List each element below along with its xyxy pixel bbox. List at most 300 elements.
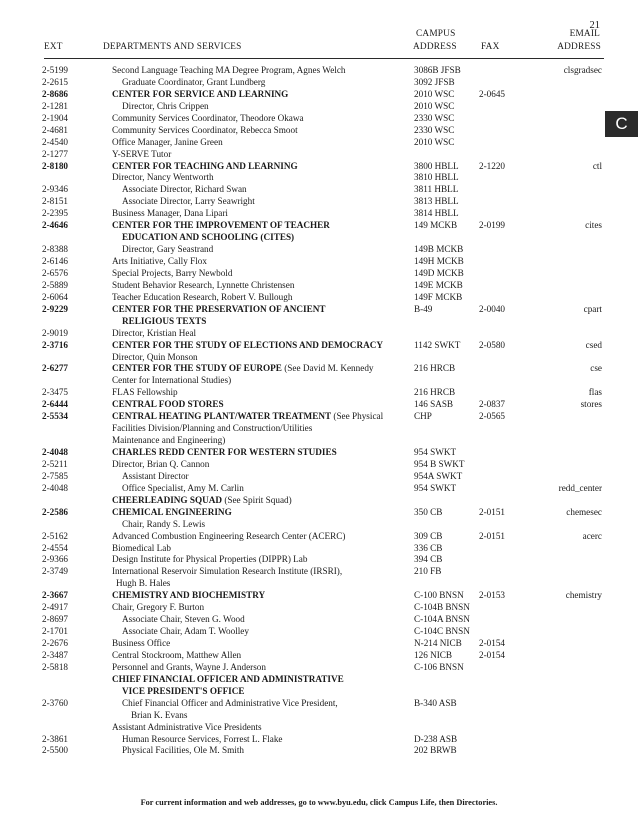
fax-cell: 2-0199 xyxy=(479,220,506,231)
department-name: Director, Quin Monson xyxy=(112,351,198,362)
ext-cell: 2-8388 xyxy=(42,244,69,255)
department-name: Design Institute for Physical Properties (DIPPR) Lab xyxy=(112,554,308,565)
department-cell xyxy=(112,650,241,662)
address-cell: 149H MCKB xyxy=(414,256,464,266)
department-cell xyxy=(122,686,245,698)
ext-cell: 2-5162 xyxy=(42,530,69,541)
email-cell[interactable]: acerc xyxy=(582,530,602,541)
table-row xyxy=(0,256,610,268)
address-cell: 2330 WSC xyxy=(414,124,455,135)
department-name: RELIGIOUS TEXTS xyxy=(122,315,207,326)
table-row xyxy=(0,602,610,614)
department-name: Community Services Coordinator, Theodore Okawa xyxy=(112,112,304,123)
ext-cell: 2-1904 xyxy=(42,112,69,123)
email-cell[interactable]: stores xyxy=(580,399,602,410)
department-cell xyxy=(112,65,346,77)
department-name: VICE PRESIDENT'S OFFICE xyxy=(122,685,245,696)
department-cell xyxy=(112,423,312,435)
ext-cell: 2-3861 xyxy=(42,733,69,744)
department-name: Maintenance and Engineering) xyxy=(112,435,226,446)
department-name: Chief Financial Officer and Administrative Vice President, xyxy=(122,697,338,708)
ext-cell: 2-7585 xyxy=(42,470,69,481)
table-row xyxy=(0,614,610,626)
department-name: Teacher Education Research, Robert V. Bullough xyxy=(112,291,293,302)
ext-cell: 2-8180 xyxy=(42,160,69,171)
department-cell xyxy=(122,101,209,113)
address-cell: C-104C BNSN xyxy=(414,626,470,637)
department-name: Human Resource Services, Forrest L. Flake xyxy=(122,733,283,744)
ext-cell: 2-1281 xyxy=(42,100,69,111)
department-cell xyxy=(112,161,298,173)
department-name: Associate Chair, Adam T. Woolley xyxy=(122,626,249,637)
department-name: Business Office xyxy=(112,638,171,648)
ext-cell: 2-9229 xyxy=(42,303,69,314)
ext-cell: 2-2615 xyxy=(42,76,69,87)
table-row xyxy=(0,375,610,387)
department-name: Arts Initiative, Cally Flox xyxy=(112,256,207,266)
ext-cell: 2-6146 xyxy=(42,256,69,266)
department-cell xyxy=(112,674,344,686)
department-cell xyxy=(112,125,298,137)
department-note: (See Physical xyxy=(331,411,384,422)
table-row xyxy=(0,149,610,161)
table-row xyxy=(0,638,610,650)
department-name: Brian K. Evans xyxy=(131,709,188,720)
table-row xyxy=(0,566,610,578)
ext-cell: 2-3760 xyxy=(42,697,69,708)
table-row xyxy=(0,184,610,196)
address-cell: C-104A BNSN xyxy=(414,614,470,625)
page-number: 21 xyxy=(589,20,600,31)
department-cell xyxy=(112,340,383,352)
department-name: Office Specialist, Amy M. Carlin xyxy=(122,482,244,493)
department-name: Chair, Randy S. Lewis xyxy=(122,518,206,529)
department-name: Director, Chris Crippen xyxy=(122,100,209,111)
ext-cell: 2-6444 xyxy=(42,399,69,410)
fax-cell: 2-0565 xyxy=(479,411,506,422)
header-departments: DEPARTMENTS AND SERVICES xyxy=(103,42,242,52)
address-cell: 3800 HBLL xyxy=(414,160,459,171)
department-cell xyxy=(112,662,266,674)
address-cell: 149 MCKB xyxy=(414,220,458,231)
table-row xyxy=(0,244,610,256)
department-cell xyxy=(122,471,189,483)
fax-cell: 2-0151 xyxy=(479,506,506,517)
email-cell[interactable]: csed xyxy=(585,339,602,350)
department-name: CENTRAL HEATING PLANT/WATER TREATMENT xyxy=(112,411,332,422)
department-name: CHEMICAL ENGINEERING xyxy=(112,506,232,517)
department-cell xyxy=(112,149,171,161)
table-row xyxy=(0,554,610,566)
ext-cell: 2-6576 xyxy=(42,267,69,278)
ext-cell: 2-1277 xyxy=(42,148,69,159)
address-cell: 149D MCKB xyxy=(414,267,464,278)
table-row xyxy=(0,495,610,507)
ext-cell: 2-5211 xyxy=(42,458,68,469)
department-cell xyxy=(112,543,171,555)
department-cell xyxy=(112,352,198,364)
table-row xyxy=(0,387,610,399)
address-cell: 2330 WSC xyxy=(414,112,455,123)
address-cell: 3086B JFSB xyxy=(414,65,461,75)
department-cell xyxy=(122,244,213,256)
ext-cell: 2-4681 xyxy=(42,124,69,135)
address-cell: 216 HRCB xyxy=(414,363,456,374)
ext-cell: 2-4540 xyxy=(42,136,69,147)
ext-cell: 2-8686 xyxy=(42,88,69,99)
table-row xyxy=(0,316,610,328)
table-row xyxy=(0,268,610,280)
department-cell xyxy=(122,77,265,89)
fax-cell: 2-0151 xyxy=(479,530,506,541)
address-cell: 149E MCKB xyxy=(414,279,463,290)
ext-cell: 2-9346 xyxy=(42,184,69,195)
directory-table xyxy=(0,65,610,757)
department-name: Associate Chair, Steven G. Wood xyxy=(122,614,245,625)
email-cell[interactable]: ctl xyxy=(592,160,602,171)
department-cell xyxy=(112,411,383,423)
address-cell: 216 HRCB xyxy=(414,387,456,398)
table-row xyxy=(0,328,610,340)
department-cell xyxy=(112,137,223,149)
email-cell[interactable]: redd_center xyxy=(558,482,602,493)
address-cell: 2010 WSC xyxy=(414,100,455,111)
department-cell xyxy=(112,602,204,614)
department-cell xyxy=(112,590,265,602)
department-name: Biomedical Lab xyxy=(112,542,171,553)
ext-cell: 2-5534 xyxy=(42,411,69,422)
department-name: CHEMISTRY AND BIOCHEMISTRY xyxy=(112,590,266,601)
department-name: Physical Facilities, Ole M. Smith xyxy=(122,745,244,756)
address-cell: CHP xyxy=(414,411,432,422)
ext-cell: 2-4048 xyxy=(42,447,69,457)
ext-cell: 2-1701 xyxy=(42,626,69,637)
department-cell xyxy=(112,554,307,566)
footer-note: For current information and web addresses, go to www.byu.edu, click Campus Life, then Directories. xyxy=(140,798,498,807)
table-row xyxy=(0,686,610,698)
column-header xyxy=(0,26,638,56)
ext-cell: 2-5818 xyxy=(42,661,69,672)
fax-cell: 2-0154 xyxy=(479,638,506,648)
address-cell: C-106 BNSN xyxy=(414,661,464,672)
ext-cell: 2-2395 xyxy=(42,208,69,219)
department-name: Assistant Administrative Vice Presidents xyxy=(112,721,262,732)
department-cell xyxy=(112,363,374,375)
table-row xyxy=(0,208,610,220)
department-cell xyxy=(112,638,170,650)
header-email: EMAIL xyxy=(569,29,600,39)
department-cell xyxy=(112,292,292,304)
address-cell: 1142 SWKT xyxy=(414,339,461,350)
department-name: CENTER FOR THE STUDY OF ELECTIONS AND DEMOCRACY xyxy=(112,339,383,350)
ext-cell: 2-4048 xyxy=(42,482,69,493)
department-note: (See David M. Kennedy xyxy=(281,363,374,374)
ext-cell: 2-4554 xyxy=(42,542,69,553)
table-row xyxy=(0,435,610,447)
department-name: CHIEF FINANCIAL OFFICER AND ADMINISTRATIVE xyxy=(112,673,344,684)
table-row xyxy=(0,161,610,173)
table-row xyxy=(0,710,610,722)
table-row xyxy=(0,447,610,459)
department-cell xyxy=(112,447,337,459)
ext-cell: 2-2586 xyxy=(42,506,69,517)
department-cell xyxy=(122,745,244,757)
table-row xyxy=(0,745,610,757)
department-name: CENTER FOR TEACHING AND LEARNING xyxy=(112,160,298,171)
table-row xyxy=(0,101,610,113)
department-cell xyxy=(122,734,283,746)
ext-cell: 2-6064 xyxy=(42,291,69,302)
department-cell xyxy=(112,722,262,734)
department-cell xyxy=(122,196,255,208)
department-cell xyxy=(112,495,292,507)
department-cell xyxy=(112,172,214,184)
department-cell xyxy=(122,519,205,531)
table-row xyxy=(0,507,610,519)
table-row xyxy=(0,698,610,710)
table-row xyxy=(0,113,610,125)
department-name: Y-SERVE Tutor xyxy=(112,148,172,159)
table-row xyxy=(0,292,610,304)
ext-cell: 2-2676 xyxy=(42,638,69,648)
department-cell xyxy=(122,614,245,626)
email-cell[interactable]: cpart xyxy=(583,303,602,314)
table-row xyxy=(0,65,610,77)
department-name: CHARLES REDD CENTER FOR WESTERN STUDIES xyxy=(112,447,337,457)
department-cell xyxy=(112,268,232,280)
department-cell xyxy=(122,184,247,196)
department-name: Personnel and Grants, Wayne J. Anderson xyxy=(112,661,266,672)
address-cell: 3813 HBLL xyxy=(414,196,459,207)
table-row xyxy=(0,626,610,638)
ext-cell: 2-8151 xyxy=(42,196,69,207)
header-email-address: ADDRESS xyxy=(557,42,601,52)
department-name: EDUCATION AND SCHOOLING (CITES) xyxy=(122,232,295,243)
department-cell xyxy=(122,698,338,710)
ext-cell: 2-4646 xyxy=(42,220,69,231)
table-row xyxy=(0,423,610,435)
department-name: CENTER FOR THE IMPROVEMENT OF TEACHER xyxy=(112,220,330,231)
table-row xyxy=(0,531,610,543)
department-cell xyxy=(131,710,187,722)
department-name: Graduate Coordinator, Grant Lundberg xyxy=(122,76,266,87)
address-cell: 149F MCKB xyxy=(414,291,463,302)
ext-cell: 2-4917 xyxy=(42,602,69,613)
table-row xyxy=(0,363,610,375)
address-cell: 394 CB xyxy=(414,554,443,565)
department-cell xyxy=(112,89,288,101)
department-cell xyxy=(112,375,231,387)
address-cell: 126 NICB xyxy=(414,649,453,660)
department-name: Hugh B. Hales xyxy=(116,578,171,589)
table-row xyxy=(0,722,610,734)
header-fax: FAX xyxy=(481,42,500,52)
ext-cell: 2-5199 xyxy=(42,65,69,75)
table-row xyxy=(0,590,610,602)
department-cell xyxy=(112,113,304,125)
table-row xyxy=(0,471,610,483)
address-cell: 2010 WSC xyxy=(414,88,455,99)
address-cell: 336 CB xyxy=(414,542,443,553)
address-cell: 954 SWKT xyxy=(414,447,457,457)
table-row xyxy=(0,650,610,662)
department-cell xyxy=(112,304,326,316)
table-row xyxy=(0,304,610,316)
ext-cell: 2-3487 xyxy=(42,649,69,660)
table-row xyxy=(0,399,610,411)
header-campus: CAMPUS xyxy=(416,29,456,39)
table-row xyxy=(0,77,610,89)
table-row xyxy=(0,352,610,364)
department-name: Director, Kristian Heal xyxy=(112,327,197,338)
department-name: Assistant Director xyxy=(122,470,189,481)
department-cell xyxy=(112,208,228,220)
address-cell: 210 FB xyxy=(414,566,442,577)
ext-cell: 2-3749 xyxy=(42,566,69,577)
ext-cell: 2-8697 xyxy=(42,614,69,625)
ext-cell: 2-5889 xyxy=(42,279,69,290)
fax-cell: 2-0153 xyxy=(479,590,506,601)
header-rule xyxy=(44,58,604,59)
header-ext: EXT xyxy=(44,42,63,52)
email-cell[interactable]: cse xyxy=(590,363,602,374)
department-name: Associate Director, Richard Swan xyxy=(122,184,247,195)
email-cell[interactable]: clsgradsec xyxy=(563,65,602,75)
department-cell xyxy=(122,232,294,244)
department-name: Chair, Gregory F. Burton xyxy=(112,602,205,613)
department-cell xyxy=(112,507,232,519)
address-cell: 954 B SWKT xyxy=(414,458,465,469)
ext-cell: 2-3716 xyxy=(42,339,69,350)
department-name: Advanced Combustion Engineering Research Center (ACERC) xyxy=(112,530,346,541)
department-cell xyxy=(122,316,206,328)
department-name: Business Manager, Dana Lipari xyxy=(112,208,228,219)
fax-cell: 2-0040 xyxy=(479,303,506,314)
table-row xyxy=(0,232,610,244)
email-cell[interactable]: chemesec xyxy=(566,506,602,517)
table-row xyxy=(0,578,610,590)
email-cell[interactable]: chemistry xyxy=(565,590,602,601)
address-cell: 2010 WSC xyxy=(414,136,455,147)
department-cell xyxy=(112,256,207,268)
fax-cell: 2-0580 xyxy=(479,339,506,350)
address-cell: 954 SWKT xyxy=(414,482,457,493)
department-cell xyxy=(112,566,342,578)
department-name: Center for International Studies) xyxy=(112,375,232,386)
email-cell[interactable]: cites xyxy=(585,220,602,231)
department-name: CENTER FOR SERVICE AND LEARNING xyxy=(112,88,289,99)
department-cell xyxy=(122,483,244,495)
address-cell: 3092 JFSB xyxy=(414,76,455,87)
department-name: Central Stockroom, Matthew Allen xyxy=(112,649,242,660)
table-row xyxy=(0,172,610,184)
ext-cell: 2-3475 xyxy=(42,387,69,398)
address-cell: 309 CB xyxy=(414,530,443,541)
department-name: International Reservoir Simulation Research Institute (IRSRI), xyxy=(112,566,343,577)
department-name: Student Behavior Research, Lynnette Christensen xyxy=(112,279,295,290)
department-cell xyxy=(112,280,294,292)
department-cell xyxy=(112,387,178,399)
table-row xyxy=(0,220,610,232)
fax-cell: 2-0154 xyxy=(479,649,506,660)
table-row xyxy=(0,662,610,674)
department-name: Director, Nancy Wentworth xyxy=(112,172,214,183)
department-name: Community Services Coordinator, Rebecca Smoot xyxy=(112,124,298,135)
department-cell xyxy=(116,578,170,590)
address-cell: B-340 ASB xyxy=(414,697,457,708)
table-row xyxy=(0,137,610,149)
table-row xyxy=(0,411,610,423)
department-cell xyxy=(122,626,249,638)
ext-cell: 2-9019 xyxy=(42,327,69,338)
header-address: ADDRESS xyxy=(413,42,457,52)
table-row xyxy=(0,196,610,208)
department-cell xyxy=(112,435,225,447)
department-name: Associate Director, Larry Seawright xyxy=(122,196,255,207)
table-row xyxy=(0,459,610,471)
department-cell xyxy=(112,220,330,232)
address-cell: 350 CB xyxy=(414,506,443,517)
address-cell: 954A SWKT xyxy=(414,470,463,481)
fax-cell: 2-0645 xyxy=(479,88,506,99)
department-name: FLAS Fellowship xyxy=(112,387,178,398)
address-cell: 146 SASB xyxy=(414,399,454,410)
department-name: Second Language Teaching MA Degree Program, Agnes Welch xyxy=(112,65,346,75)
address-cell: B-49 xyxy=(414,303,433,314)
table-row xyxy=(0,519,610,531)
department-name: CENTRAL FOOD STORES xyxy=(112,399,224,410)
department-cell xyxy=(112,328,196,340)
address-cell: C-100 BNSN xyxy=(414,590,464,601)
table-row xyxy=(0,674,610,686)
table-row xyxy=(0,89,610,101)
address-cell: 3810 HBLL xyxy=(414,172,459,183)
table-row xyxy=(0,543,610,555)
address-cell: 149B MCKB xyxy=(414,244,464,255)
address-cell: 3811 HBLL xyxy=(414,184,459,195)
table-row xyxy=(0,734,610,746)
table-row xyxy=(0,483,610,495)
department-name: Special Projects, Barry Newbold xyxy=(112,267,233,278)
department-name: CENTER FOR THE PRESERVATION OF ANCIENT xyxy=(112,303,326,314)
address-cell: 202 BRWB xyxy=(414,745,457,756)
department-name: CENTER FOR THE STUDY OF EUROPE xyxy=(112,363,282,374)
email-cell[interactable]: flas xyxy=(588,387,602,398)
department-cell xyxy=(112,459,209,471)
department-note: (See Spirit Squad) xyxy=(222,494,292,505)
department-name: CHEERLEADING SQUAD xyxy=(112,494,223,505)
department-name: Office Manager, Janine Green xyxy=(112,136,223,147)
address-cell: N-214 NICB xyxy=(414,638,462,648)
department-name: Director, Gary Seastrand xyxy=(122,244,214,255)
department-cell xyxy=(112,399,224,411)
fax-cell: 2-1220 xyxy=(479,160,506,171)
ext-cell: 2-3667 xyxy=(42,590,69,601)
fax-cell: 2-0837 xyxy=(479,399,506,410)
department-name: Facilities Division/Planning and Construction/Utilities xyxy=(112,423,313,434)
department-name: Director, Brian Q. Cannon xyxy=(112,458,210,469)
table-row xyxy=(0,125,610,137)
ext-cell: 2-6277 xyxy=(42,363,69,374)
ext-cell: 2-9366 xyxy=(42,554,69,565)
table-row xyxy=(0,340,610,352)
section-tab-c[interactable]: C xyxy=(605,111,638,137)
address-cell: D-238 ASB xyxy=(414,733,458,744)
address-cell: 3814 HBLL xyxy=(414,208,459,219)
department-cell xyxy=(112,531,345,543)
ext-cell: 2-5500 xyxy=(42,745,69,756)
address-cell: C-104B BNSN xyxy=(414,602,470,613)
